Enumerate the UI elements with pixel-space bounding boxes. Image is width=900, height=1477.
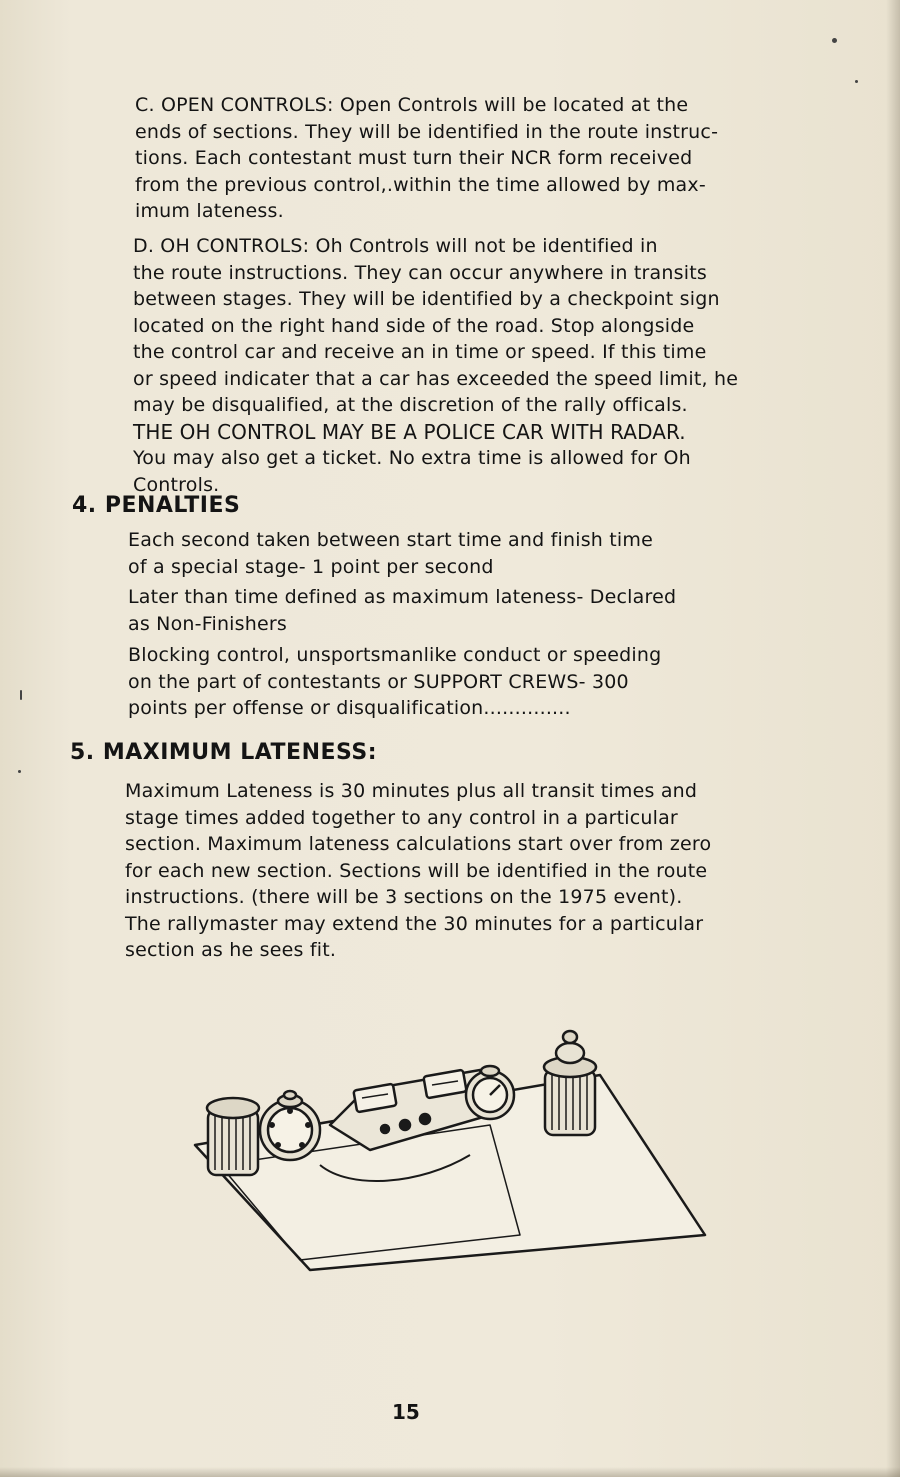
text-line: located on the right hand side of the road. Stop alongside: [133, 314, 695, 337]
text-line: or speed indicater that a car has exceeded the speed limit, he: [133, 367, 739, 390]
text-line: The rallymaster may extend the 30 minutes for a particular: [125, 912, 704, 935]
paper-speck: [832, 38, 837, 43]
paper-speck: [20, 690, 22, 700]
page-number: 15: [392, 1400, 420, 1424]
page-bottom-edge: [0, 1467, 900, 1477]
maximum-lateness-heading: 5. MAXIMUM LATENESS:: [70, 740, 378, 765]
text-line-caps: THE OH CONTROL MAY BE A POLICE CAR WITH RADAR.: [133, 419, 686, 444]
text-line: for each new section. Sections will be identified in the route: [125, 859, 708, 882]
penalty-item: [128, 642, 661, 722]
penalty-item: [128, 584, 676, 637]
text-line: from the previous control,.within the time allowed by max-: [135, 173, 706, 196]
text-line: the route instructions. They can occur anywhere in transits: [133, 261, 707, 284]
text-line: section. Maximum lateness calculations start over from zero: [125, 833, 712, 855]
text-line: section as he sees fit.: [125, 939, 337, 961]
text-line: points per offense or disqualification..............: [128, 697, 571, 719]
text-line: tions. Each contestant must turn their NCR form received: [135, 147, 693, 169]
text-line: instructions. (there will be 3 sections on the 1975 event).: [125, 886, 683, 908]
rally-timing-equipment-icon: [190, 1015, 710, 1275]
open-controls-paragraph: [135, 92, 718, 225]
text-line: stage times added together to any control in a particular: [125, 806, 678, 829]
penalties-heading: 4. PENALTIES: [72, 493, 241, 518]
text-line: C. OPEN CONTROLS: Open Controls will be located at the: [135, 94, 689, 116]
text-line: You may also get a ticket. No extra time is allowed for Oh: [133, 447, 691, 469]
text-line: D. OH CONTROLS: Oh Controls will not be identified in: [133, 235, 658, 257]
text-line: may be disqualified, at the discretion of the rally officals.: [133, 394, 688, 416]
text-line: on the part of contestants or SUPPORT CREWS- 300: [128, 670, 629, 693]
maximum-lateness-paragraph: [125, 778, 711, 964]
paper-speck: [18, 770, 21, 773]
text-line: imum lateness.: [135, 200, 284, 222]
text-line: ends of sections. They will be identified in the route instruc-: [135, 120, 719, 143]
text-line: Later than time defined as maximum lateness- Declared: [128, 586, 677, 608]
text-line: Each second taken between start time and finish time: [128, 529, 654, 551]
text-line: the control car and receive an in time or speed. If this time: [133, 341, 707, 363]
text-line: Maximum Lateness is 30 minutes plus all transit times and: [125, 780, 698, 802]
paper-speck: [855, 80, 858, 83]
text-line: of a special stage- 1 point per second: [128, 555, 494, 578]
oh-controls-paragraph: [133, 233, 738, 498]
text-line: Blocking control, unsportsmanlike conduct or speeding: [128, 644, 662, 666]
penalty-item: [128, 527, 653, 580]
text-line: Controls.: [133, 473, 220, 496]
page-edge-shadow: [886, 0, 900, 1477]
text-line: between stages. They will be identified by a checkpoint sign: [133, 288, 720, 310]
text-line: as Non-Finishers: [128, 612, 288, 635]
